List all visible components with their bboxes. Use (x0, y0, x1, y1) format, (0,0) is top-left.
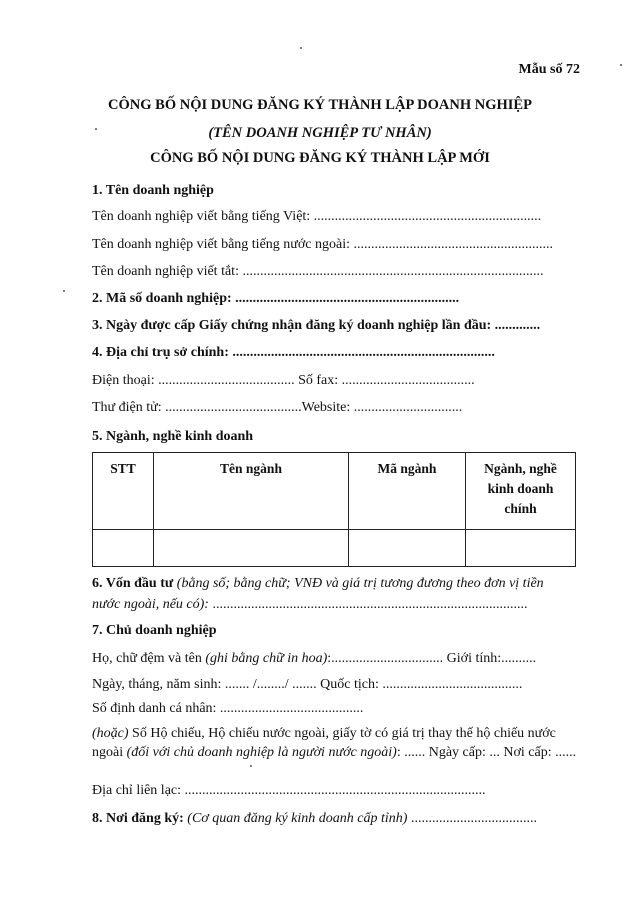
passport-or-note: (hoặc) (92, 726, 129, 741)
column-header-stt: STT (93, 453, 154, 530)
section-6-note-cont: nước ngoài, nếu có): (92, 597, 209, 612)
table-cell (93, 530, 154, 567)
table-row (93, 530, 576, 567)
section-7-heading: 7. Chủ doanh nghiệp (92, 623, 217, 638)
document-title: CÔNG BỐ NỘI DUNG ĐĂNG KÝ THÀNH LẬP DOANH NGHIỆP (108, 97, 532, 113)
section-8-line (92, 810, 537, 828)
passport-foreign-note: (đối với chủ doanh nghiệp là người nước ngoài) (126, 745, 397, 760)
passport-paragraph (92, 724, 582, 762)
section-6-note: (bằng số; bằng chữ; VNĐ và giá trị tương đương theo đơn vị tiền (176, 576, 544, 591)
document-subtitle: CÔNG BỐ NỘI DUNG ĐĂNG KÝ THÀNH LẬP MỚI (150, 150, 490, 166)
scan-speck (300, 47, 302, 49)
section-6-dots: .......................................................................................... (208, 597, 528, 612)
scan-speck (620, 64, 622, 66)
section-8-note: (Cơ quan đăng ký kinh doanh cấp tỉnh) (187, 811, 408, 826)
email-website-line: Thư điện tử: .......................................Website: ............................... (92, 400, 463, 415)
section-8-dots: .................................... (407, 811, 537, 826)
section-5-heading: 5. Ngành, nghề kinh doanh (92, 429, 254, 444)
owner-name-label: Họ, chữ đệm và tên (92, 651, 206, 666)
company-name-abbrev-line: Tên doanh nghiệp viết tắt: ...................................................................................... (92, 264, 544, 279)
scan-speck (63, 290, 65, 292)
gender-field: :................................ Giới tính:.......... (327, 651, 537, 666)
section-6-line-2 (92, 596, 527, 614)
table-cell (466, 530, 576, 567)
column-header-nganh-chinh: Ngành, nghề kinh doanh chính (466, 453, 576, 530)
passport-text: Số Hộ chiếu, Hộ chiếu nước ngoài, giấy tờ có giá trị thay thế hộ chiếu nước ngoài (92, 726, 556, 760)
section-4-heading: 4. Địa chỉ trụ sở chính: ........................................................................... (92, 345, 495, 360)
scan-speck (250, 765, 252, 767)
scan-speck (95, 128, 97, 130)
business-lines-table (92, 452, 576, 567)
column-header-ten-nganh: Tên ngành (154, 453, 349, 530)
form-number: Mẫu số 72 (518, 62, 580, 77)
owner-name-line (92, 650, 536, 668)
section-6-heading: 6. Vốn đầu tư (92, 576, 174, 591)
section-8-heading: 8. Nơi đăng ký: (92, 811, 184, 826)
section-2-tax-code: 2. Mã số doanh nghiệp: ................................................................ (92, 291, 460, 306)
document-subtitle-italic: (TÊN DOANH NGHIỆP TƯ NHÂN) (208, 125, 432, 141)
section-3-issue-date: 3. Ngày được cấp Giấy chứng nhận đăng ký doanh nghiệp lần đầu: ............. (92, 318, 541, 333)
column-header-ma-nganh: Mã ngành (349, 453, 466, 530)
phone-fax-line: Điện thoại: ....................................... Số fax: ...................................... (92, 373, 475, 388)
personal-id-line: Số định danh cá nhân: ......................................... (92, 701, 364, 716)
contact-address-line: Địa chỉ liên lạc: ...................................................................................... (92, 783, 486, 798)
table-cell (349, 530, 466, 567)
dob-nationality-line: Ngày, tháng, năm sinh: ....... /......../ ....... Quốc tịch: ........................................ (92, 677, 523, 692)
passport-issue-fields: : ...... Ngày cấp: ... Nơi cấp: ...... (396, 745, 577, 760)
section-6-line-1 (92, 575, 544, 593)
section-1-heading: 1. Tên doanh nghiệp (92, 183, 214, 198)
company-name-vietnamese-line: Tên doanh nghiệp viết bằng tiếng Việt: ................................................................. (92, 209, 542, 224)
company-name-foreign-line: Tên doanh nghiệp viết bằng tiếng nước ngoài: ......................................................... (92, 237, 553, 252)
owner-name-note: (ghi bằng chữ in hoa) (205, 651, 328, 666)
table-cell (154, 530, 349, 567)
table-header-row (93, 453, 576, 530)
